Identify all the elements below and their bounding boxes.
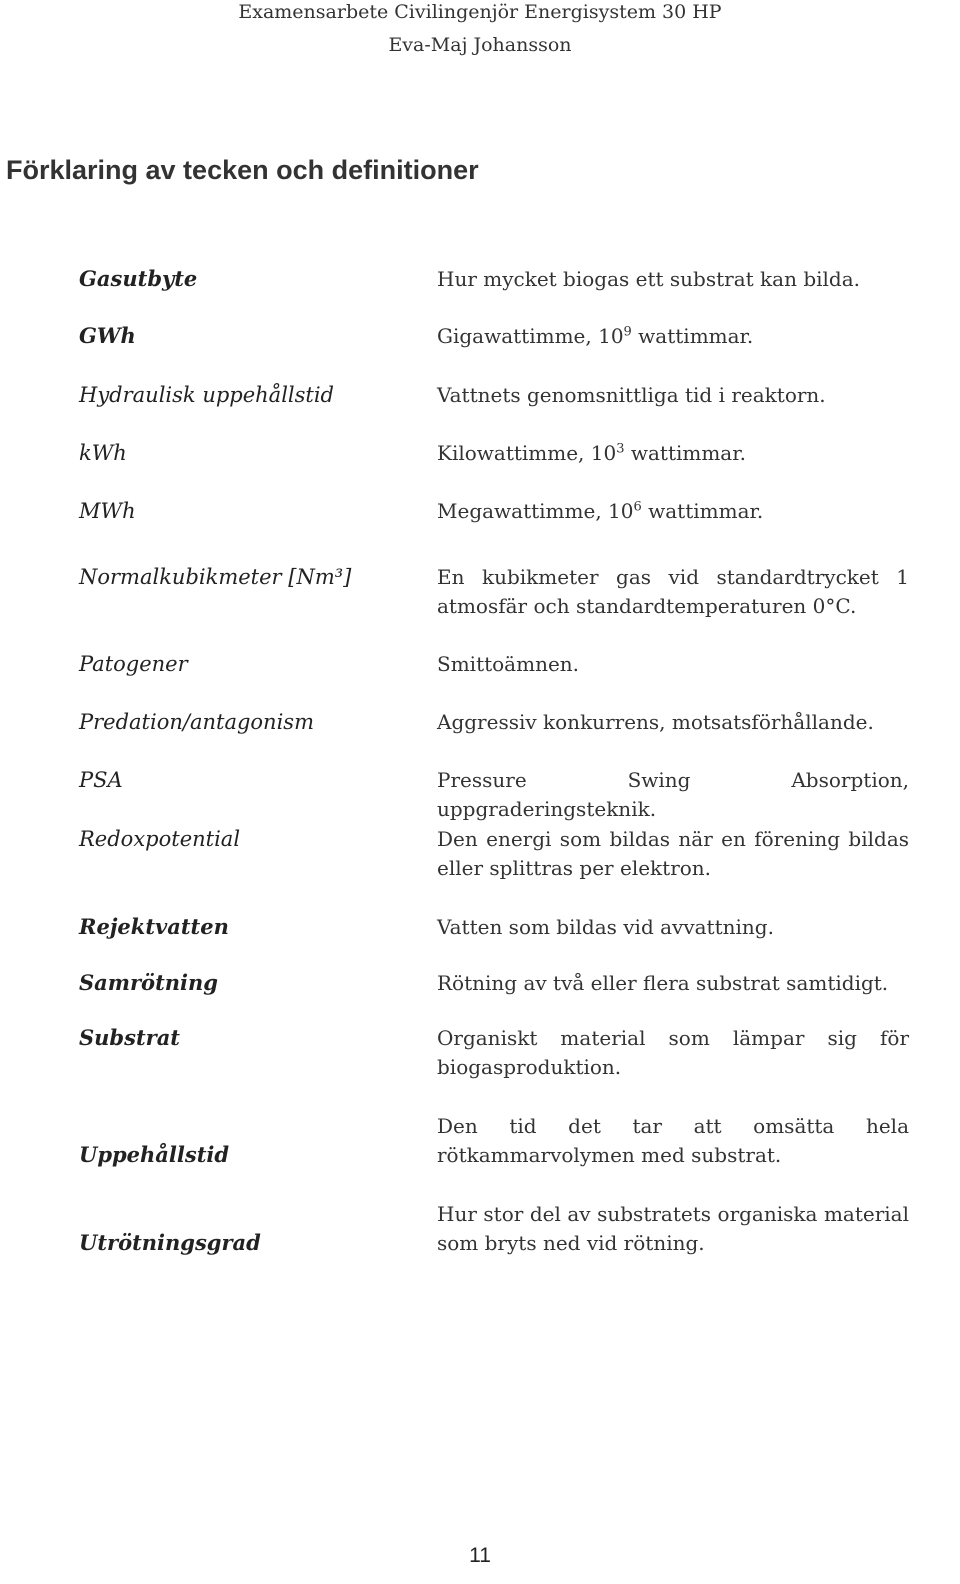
definition-redoxpotential: Den energi som bildas när en förening bildas eller splittras per elektron. bbox=[437, 827, 909, 880]
header-author: Eva-Maj Johansson bbox=[388, 34, 572, 56]
page-title: Förklaring av tecken och definitioner bbox=[6, 155, 479, 185]
definition-predation-antagonism: Aggressiv konkurrens, motsatsförhållande. bbox=[437, 710, 874, 734]
header-thesis-title: Examensarbete Civilingenjör Energisystem 30 HP bbox=[238, 1, 722, 23]
term-substrat: Substrat bbox=[79, 1025, 181, 1050]
definition-uppehallstid: Den tid det tar att omsätta hela rötkammarvolymen med substrat. bbox=[437, 1114, 909, 1167]
definition-mwh: Megawattimme, $10^6$ wattimmar. bbox=[437, 499, 764, 523]
definition-patogener: Smittoämnen. bbox=[437, 652, 580, 676]
term-predation-antagonism: Predation/antagonism bbox=[79, 710, 314, 734]
definition-kwh: Kilowattimme, $10^3$ wattimmar. bbox=[437, 441, 746, 465]
term-normalkubikmeter: Normalkubikmeter [Nm³] bbox=[79, 565, 352, 589]
definition-normalkubikmeter: En kubikmeter gas vid standardtrycket 1 atmosfär och standardtemperaturen 0°C. bbox=[437, 565, 909, 618]
definition-gasutbyte: Hur mycket biogas ett substrat kan bilda. bbox=[437, 267, 860, 291]
term-utrotningsgrad: Utrötningsgrad bbox=[79, 1230, 261, 1255]
definition-gwh: Gigawattimme, $10^9$ wattimmar. bbox=[437, 324, 754, 348]
definition-substrat: Organiskt material som lämpar sig för biogasproduktion. bbox=[437, 1026, 909, 1079]
definition-samrotning: Rötning av två eller flera substrat samtidigt. bbox=[437, 971, 889, 995]
term-gwh: GWh bbox=[79, 323, 136, 348]
term-mwh: MWh bbox=[79, 499, 136, 523]
term-hydraulisk-uppehallstid: Hydraulisk uppehållstid bbox=[79, 383, 335, 407]
term-patogener: Patogener bbox=[79, 652, 188, 676]
term-uppehallstid: Uppehållstid bbox=[79, 1142, 230, 1167]
term-kwh: kWh bbox=[79, 441, 127, 465]
definition-hydraulisk-uppehallstid: Vattnets genomsnittliga tid i reaktorn. bbox=[437, 383, 826, 407]
term-redoxpotential: Redoxpotential bbox=[79, 827, 241, 851]
term-rejektvatten: Rejektvatten bbox=[79, 914, 229, 939]
term-samrotning: Samrötning bbox=[79, 970, 218, 995]
definition-utrotningsgrad: Hur stor del av substratets organiska material som bryts ned vid rötning. bbox=[437, 1202, 909, 1255]
term-gasutbyte: Gasutbyte bbox=[79, 266, 198, 291]
definition-psa: Pressure Swing Absorption, uppgraderingsteknik. bbox=[437, 768, 909, 821]
definition-rejektvatten: Vatten som bildas vid avvattning. bbox=[437, 915, 774, 939]
term-psa: PSA bbox=[79, 768, 123, 792]
page-number: 11 bbox=[469, 1544, 491, 1567]
